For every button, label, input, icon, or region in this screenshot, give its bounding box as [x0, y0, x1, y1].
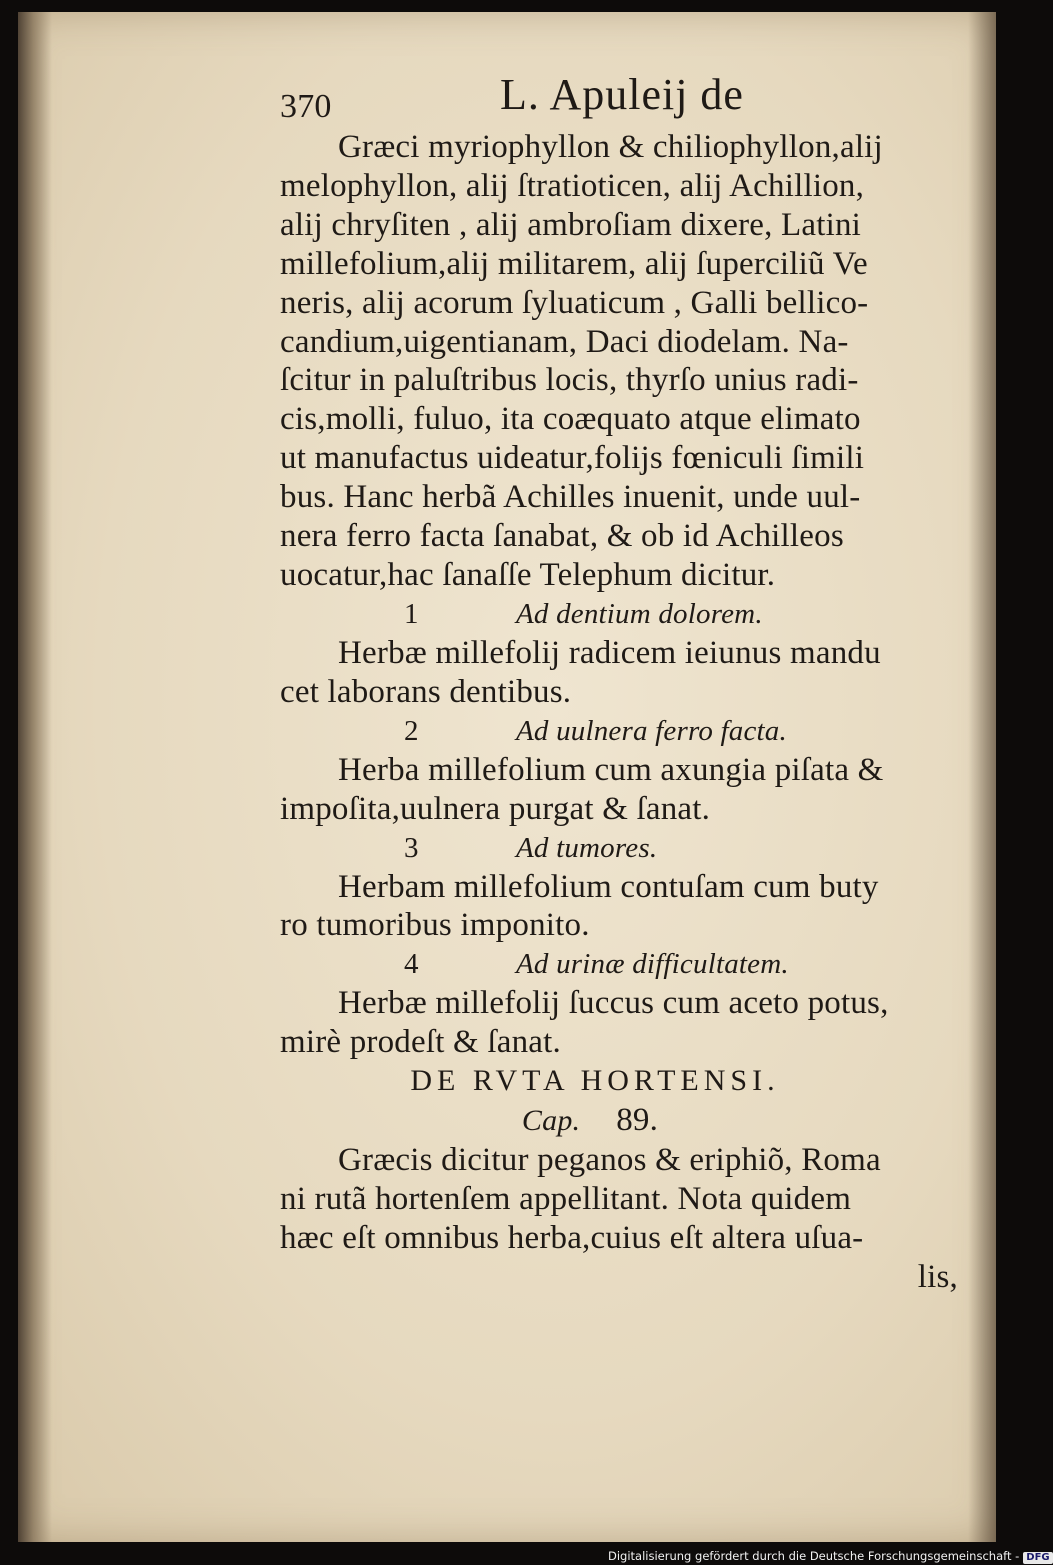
text-line: Herba millefolium cum axungia piſata &: [338, 751, 884, 788]
remedy-heading: [280, 595, 970, 634]
page-gutter: [18, 12, 52, 1542]
text-line: millefolium,alij militarem, alij ſuperciliũ Ve: [280, 245, 868, 282]
text-line: uocatur,hac ſanaſſe Telephum dicitur.: [280, 556, 776, 593]
page-header: [280, 72, 970, 128]
text-line: cis,molli, fuluo, ita coæquato atque elimato: [280, 401, 861, 438]
remedy-number: 3: [404, 831, 419, 864]
chapter-heading: DE RVTA HORTENSI.: [410, 1064, 780, 1098]
text-line: melophyllon, alij ſtratioticen, alij Achillion,: [280, 167, 865, 204]
body-paragraph-1: [280, 128, 970, 595]
remedy-number: 2: [404, 714, 419, 747]
body-paragraph-2: [280, 1141, 970, 1258]
remedy-heading: [280, 712, 970, 751]
text-line: nera ferro facta ſanabat, & ob id Achilleos: [280, 518, 844, 555]
remedy-title: Ad uulnera ferro facta.: [516, 714, 787, 747]
text-line: Herbæ millefolij radicem ieiunus mandu: [338, 634, 881, 671]
remedy-number: 4: [404, 948, 419, 981]
text-line: ut manufactus uideatur,folijs fœniculi ſimili: [280, 440, 865, 477]
text-line: Herbam millefolium contuſam cum buty: [338, 868, 879, 905]
text-line: ni rutã hortenſem appellitant. Nota quidem: [280, 1180, 852, 1217]
text-line: impoſita,uulnera purgat & ſanat.: [280, 790, 711, 827]
text-line: mirè prodeſt & ſanat.: [280, 1024, 561, 1061]
text-line: ſcitur in paluſtribus locis, thyrſo unius radi-: [280, 362, 859, 399]
text-line: Græcis dicitur peganos & eriphiõ, Roma: [338, 1141, 881, 1178]
text-line: bus. Hanc herbã Achilles inuenit, unde uul-: [280, 479, 861, 516]
text-line: neris, alij acorum ſyluaticum , Galli bellico-: [280, 284, 869, 321]
chapter-numeral: 89.: [616, 1102, 659, 1139]
text-line: Herbæ millefolij ſuccus cum aceto potus,: [338, 985, 889, 1022]
remedy-heading: [280, 829, 970, 868]
text-line: candium,uigentianam, Daci diodelam. Na-: [280, 323, 849, 360]
text-line: cet laborans dentibus.: [280, 673, 572, 710]
text-line: alij chryſiten , alij ambroſiam dixere, Latini: [280, 206, 862, 243]
remedy-title: Ad urinæ difficultatem.: [516, 948, 789, 981]
digitization-credit: [608, 1547, 1050, 1565]
remedy-title: Ad tumores.: [516, 831, 658, 864]
page-edge-shadow: [968, 12, 996, 1542]
chapter-number: [280, 1101, 970, 1141]
catchword: lis,: [917, 1258, 958, 1295]
dfg-logo: DFG: [1023, 1552, 1052, 1564]
running-head: L. Apuleij de: [500, 70, 744, 119]
page-text-block: [280, 72, 970, 1297]
remedy-title: Ad dentium dolorem.: [516, 597, 763, 630]
text-line: hæc eſt omnibus herba,cuius eſt altera uſua-: [280, 1219, 864, 1256]
book-page: [18, 12, 996, 1542]
remedy-number: 1: [404, 597, 419, 630]
text-line: ro tumoribus imponito.: [280, 907, 590, 944]
credit-text: Digitalisierung gefördert durch die Deutsche Forschungsgemeinschaft -: [608, 1549, 1020, 1563]
text-line: Græci myriophyllon & chiliophyllon,alij: [338, 129, 883, 165]
remedy-heading: [280, 945, 970, 984]
page-number: 370: [280, 88, 332, 125]
chapter-label: Cap.: [521, 1104, 581, 1138]
